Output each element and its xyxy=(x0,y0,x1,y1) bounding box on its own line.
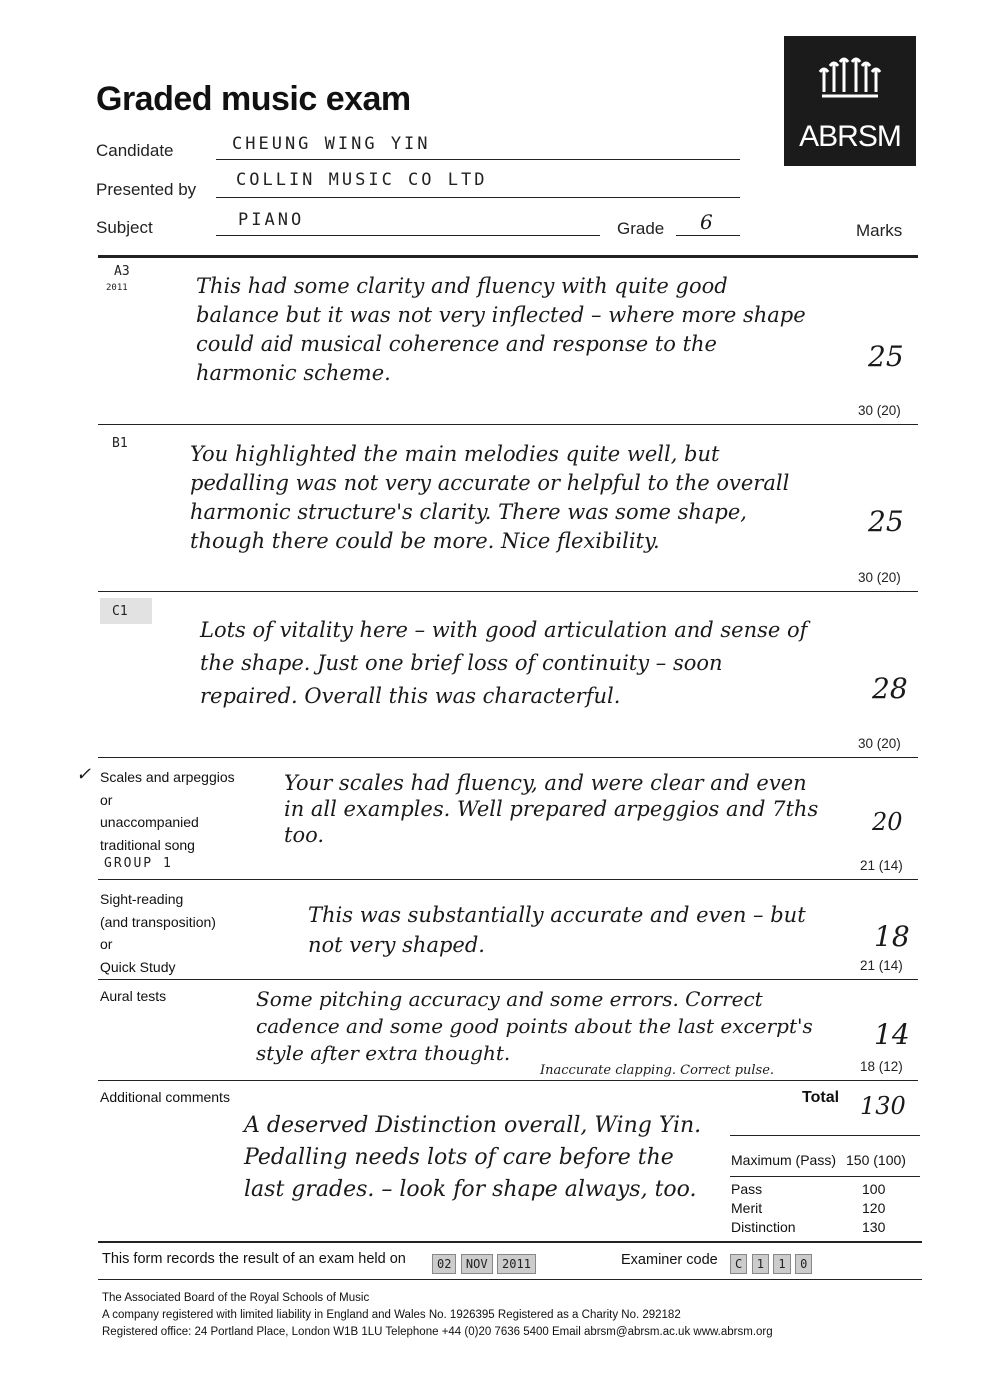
section-tag: B1 xyxy=(112,436,128,451)
section-comment: Your scales had fluency, and were clear and even in all examples. Well prepared arpeggios and 7ths too. xyxy=(284,771,819,847)
maximum-value: 150 (100) xyxy=(846,1152,906,1168)
section-mark: 18 xyxy=(874,920,910,953)
distinction-value: 130 xyxy=(862,1219,886,1235)
subject-value: PIANO xyxy=(238,210,305,230)
footer-organisation: The Associated Board of the Royal Schools of Music xyxy=(102,1292,370,1304)
section-max: 21 (14) xyxy=(860,958,903,973)
group-value: GROUP 1 xyxy=(104,856,173,871)
section-tag: C1 xyxy=(112,604,128,619)
section-mark: 25 xyxy=(868,340,904,373)
footer-contact: Registered office: 24 Portland Place, London W1B 1LU Telephone +44 (0)20 7636 5400 Email abrsm@abrsm.ac.uk www.abrsm.org xyxy=(102,1326,773,1338)
total-value: 130 xyxy=(860,1092,906,1120)
presented-by-value: COLLIN MUSIC CO LTD xyxy=(236,170,488,190)
examiner-code-digit: C xyxy=(730,1254,747,1274)
marks-label: Marks xyxy=(856,221,903,240)
examiner-code-label: Examiner code xyxy=(621,1252,718,1268)
distinction-label: Distinction xyxy=(731,1219,796,1235)
candidate-label: Candidate xyxy=(96,141,174,160)
section-mark: 28 xyxy=(872,672,908,705)
section-label: Sight-reading (and transposition) or Quick Study xyxy=(100,891,216,975)
section-mark: 25 xyxy=(868,505,904,538)
section-tag: A3 xyxy=(114,264,130,279)
section-comment: Some pitching accuracy and some errors. Correct cadence and some good points about the last excerpt's style after extra thought. xyxy=(256,987,813,1065)
section-max: 21 (14) xyxy=(860,858,903,873)
merit-value: 120 xyxy=(862,1200,886,1216)
record-text: This form records the result of an exam held on xyxy=(102,1251,406,1267)
section-label: Scales and arpeggios or unaccompanied traditional song xyxy=(100,769,235,853)
additional-comments-label: Additional comments xyxy=(100,1089,230,1105)
logo-text: ABRSM xyxy=(799,120,901,153)
exam-date xyxy=(432,1254,536,1274)
footer-registration: A company registered with limited liability in England and Wales No. 1926395 Registered as a Charity No. 292182 xyxy=(102,1309,681,1321)
candidate-value: CHEUNG WING YIN xyxy=(232,134,431,154)
exam-year: 2011 xyxy=(497,1254,536,1274)
exam-day: 02 xyxy=(432,1254,456,1274)
section-comment: You highlighted the main melodies quite well, but pedalling was not very accurate or helpful to the overall harmonic structure's clarity. There was some shape, though there could be more. Nice flexibility. xyxy=(190,442,790,553)
check-mark: ✓ xyxy=(76,764,92,785)
examiner-code-digit: 0 xyxy=(795,1254,812,1274)
total-label: Total xyxy=(802,1089,840,1106)
examiner-code xyxy=(730,1254,812,1274)
page-title: Graded music exam xyxy=(96,80,411,118)
section-tag-sub: 2011 xyxy=(106,283,128,293)
grade-value: 6 xyxy=(700,210,713,234)
crown-icon xyxy=(784,36,916,108)
maximum-label: Maximum (Pass) xyxy=(731,1152,837,1168)
subject-label: Subject xyxy=(96,218,153,237)
examiner-code-digit: 1 xyxy=(773,1254,790,1274)
abrsm-logo xyxy=(784,36,916,166)
grade-label: Grade xyxy=(617,219,665,238)
section-label: Aural tests xyxy=(100,988,167,1004)
pass-value: 100 xyxy=(862,1181,886,1197)
section-comment: Lots of vitality here – with good articulation and sense of the shape. Just one brief loss of continuity – soon repaired. Overall this was characterful. xyxy=(200,618,808,708)
section-comment-extra: Inaccurate clapping. Correct pulse. xyxy=(540,1063,775,1078)
section-mark: 20 xyxy=(872,808,903,836)
section-max: 18 (12) xyxy=(860,1059,903,1074)
additional-comment: A deserved Distinction overall, Wing Yin. Pedalling needs lots of care before the last grades. – look for shape always, too. xyxy=(244,1113,702,1202)
examiner-code-digit: 1 xyxy=(752,1254,769,1274)
section-max: 30 (20) xyxy=(858,570,901,585)
merit-label: Merit xyxy=(731,1200,763,1216)
exam-month: NOV xyxy=(461,1254,493,1274)
pass-label: Pass xyxy=(731,1181,763,1197)
section-max: 30 (20) xyxy=(858,403,901,418)
section-comment: This was substantially accurate and even – but not very shaped. xyxy=(308,903,806,957)
section-comment: This had some clarity and fluency with quite good balance but it was not very inflected – where more shape could aid musical coherence and response to the harmonic scheme. xyxy=(196,274,806,385)
section-mark: 14 xyxy=(874,1018,910,1051)
presented-by-label: Presented by xyxy=(96,180,197,199)
section-max: 30 (20) xyxy=(858,736,901,751)
